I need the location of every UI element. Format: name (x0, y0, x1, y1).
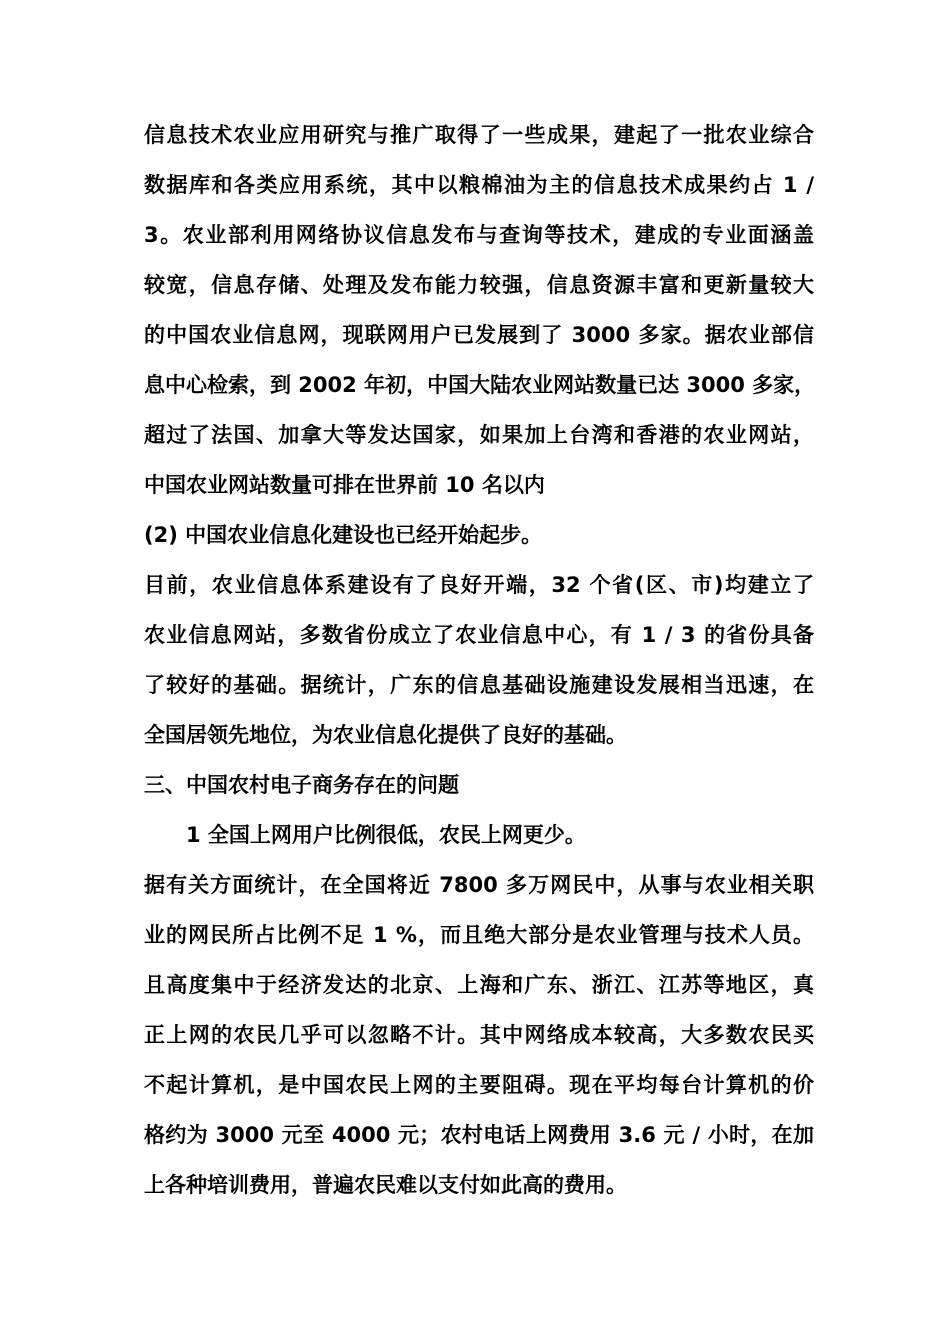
text-line: 超过了法国、加拿大等发达国家，如果加上台湾和香港的农业网站， (144, 423, 814, 447)
text-line: 了较好的基础。据统计，广东的信息基础设施建设发展相当迅速，在 (144, 673, 814, 697)
text-line: 据有关方面统计，在全国将近 7800 多万网民中，从事与农业相关职 (144, 873, 814, 897)
text-line: 的中国农业信息网，现联网用户已发展到了 3000 多家。据农业部信 (144, 323, 814, 347)
text-line: 正上网的农民几乎可以忽略不计。其中网络成本较高，大多数农民买 (144, 1023, 814, 1047)
text-line: 中国农业网站数量可排在世界前 10 名以内 (144, 473, 545, 497)
document-body (144, 110, 814, 1210)
text-line: 上各种培训费用，普遍农民难以支付如此高的费用。 (144, 1173, 627, 1197)
text-line: 农业信息网站，多数省份成立了农业信息中心，有 1 / 3 的省份具备 (144, 623, 814, 647)
text-line: 业的网民所占比例不足 1 %，而且绝大部分是农业管理与技术人员。 (144, 923, 814, 947)
text-line: 信息技术农业应用研究与推广取得了一些成果，建起了一批农业综合 (144, 123, 814, 147)
text-line: 3。农业部利用网络协议信息发布与查询等技术，建成的专业面涵盖 (144, 223, 814, 247)
text-line: 数据库和各类应用系统，其中以粮棉油为主的信息技术成果约占 1 / (144, 173, 814, 197)
section-heading: (2) 中国农业信息化建设也已经开始起步。 (144, 523, 543, 547)
text-line: 目前，农业信息体系建设有了良好开端，32 个省(区、市)均建立了 (144, 573, 814, 597)
text-line: 全国居领先地位，为农业信息化提供了良好的基础。 (144, 723, 627, 747)
text-line: 格约为 3000 元至 4000 元；农村电话上网费用 3.6 元 / 小时，在加 (144, 1123, 814, 1147)
chapter-heading: 三、中国农村电子商务存在的问题 (144, 773, 459, 797)
text-line: 息中心检索，到 2002 年初，中国大陆农业网站数量已达 3000 多家， (144, 373, 816, 397)
text-line: 且高度集中于经济发达的北京、上海和广东、浙江、江苏等地区，真 (144, 973, 814, 997)
text-line: 不起计算机，是中国农民上网的主要阻碍。现在平均每台计算机的价 (144, 1073, 814, 1097)
subsection-heading: 1 全国上网用户比例很低，农民上网更少。 (186, 823, 586, 847)
text-line: 较宽，信息存储、处理及发布能力较强，信息资源丰富和更新量较大 (144, 273, 814, 297)
